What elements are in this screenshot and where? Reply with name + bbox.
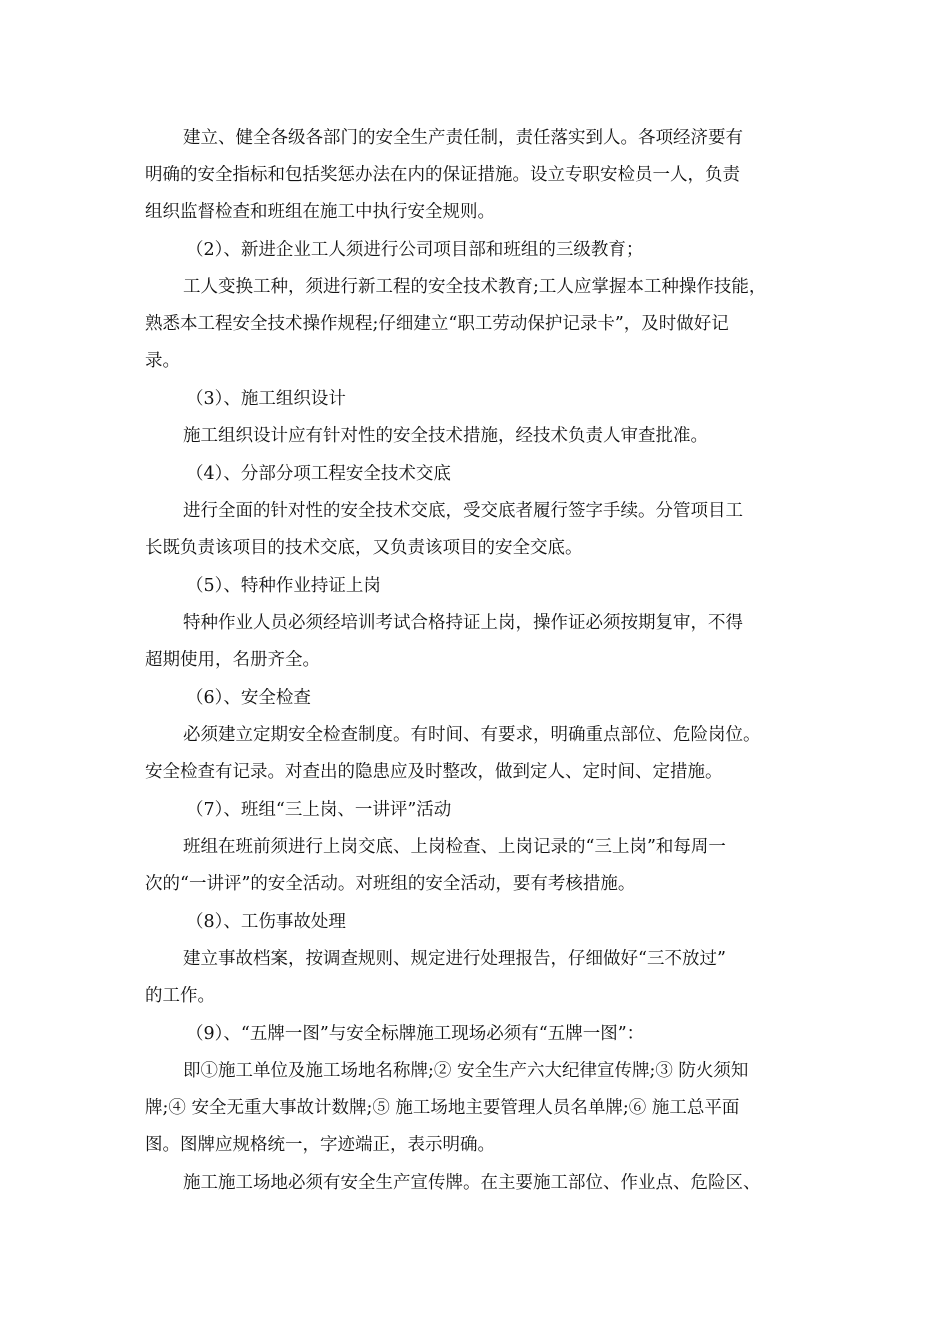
paragraph-line: 特种作业人员必须经培训考试合格持证上岗，操作证必须按期复审，不得 [183,613,743,633]
section-heading: （3）、施工组织设计 [186,389,346,409]
section-heading: （9）、“五牌一图”与安全标牌施工现场必须有“五牌一图”： [186,1024,645,1044]
paragraph-line: 班组在班前须进行上岗交底、上岗检查、上岗记录的“三上岗”和每周一 [183,837,726,857]
paragraph-line: 超期使用，名册齐全。 [145,650,320,670]
paragraph-line: 录。 [145,351,180,371]
section-heading: （2）、新进企业工人须进行公司项目部和班组的三级教育； [186,240,644,260]
paragraph-line: 长既负责该项目的技术交底，又负责该项目的安全交底。 [145,538,583,558]
section-heading: （6）、安全检查 [186,688,311,708]
paragraph-line: 进行全面的针对性的安全技术交底，受交底者履行签字手续。分管项目工 [183,501,743,521]
paragraph-line: 工人变换工种，须进行新工程的安全技术教育;工人应掌握本工种操作技能， [183,277,767,297]
section-heading: （5）、特种作业持证上岗 [186,576,381,596]
paragraph-line: 建立事故档案，按调查规则、规定进行处理报告，仔细做好“三不放过” [183,949,726,969]
section-heading: （4）、分部分项工程安全技术交底 [186,464,451,484]
paragraph-line: 熟悉本工程安全技术操作规程;仔细建立“职工劳动保护记录卡”，及时做好记 [145,314,729,334]
paragraph-line: 即①施工单位及施工场地名称牌;② 安全生产六大纪律宣传牌;③ 防火须知 [183,1061,749,1081]
paragraph-line: 图。图牌应规格统一，字迹端正，表示明确。 [145,1135,495,1155]
paragraph-line: 施工组织设计应有针对性的安全技术措施，经技术负责人审查批准。 [183,426,708,446]
paragraph-line: 必须建立定期安全检查制度。有时间、有要求，明确重点部位、危险岗位。 [183,725,761,745]
paragraph-line: 安全检查有记录。对查出的隐患应及时整改，做到定人、定时间、定措施。 [145,762,723,782]
paragraph-line: 的工作。 [145,986,215,1006]
paragraph-line: 次的“一讲评”的安全活动。对班组的安全活动，要有考核措施。 [145,874,636,894]
section-heading: （8）、工伤事故处理 [186,912,346,932]
paragraph-line: 组织监督检查和班组在施工中执行安全规则。 [145,202,495,222]
paragraph-line: 建立、健全各级各部门的安全生产责任制，责任落实到人。各项经济要有 [183,128,743,148]
paragraph-line: 施工施工场地必须有安全生产宣传牌。在主要施工部位、作业点、危险区、 [183,1173,761,1193]
paragraph-line: 牌;④ 安全无重大事故计数牌;⑤ 施工场地主要管理人员名单牌;⑥ 施工总平面 [145,1098,740,1118]
paragraph-line: 明确的安全指标和包括奖惩办法在内的保证措施。设立专职安检员一人，负责 [145,165,740,185]
section-heading: （7）、班组“三上岗、一讲评”活动 [186,800,452,820]
